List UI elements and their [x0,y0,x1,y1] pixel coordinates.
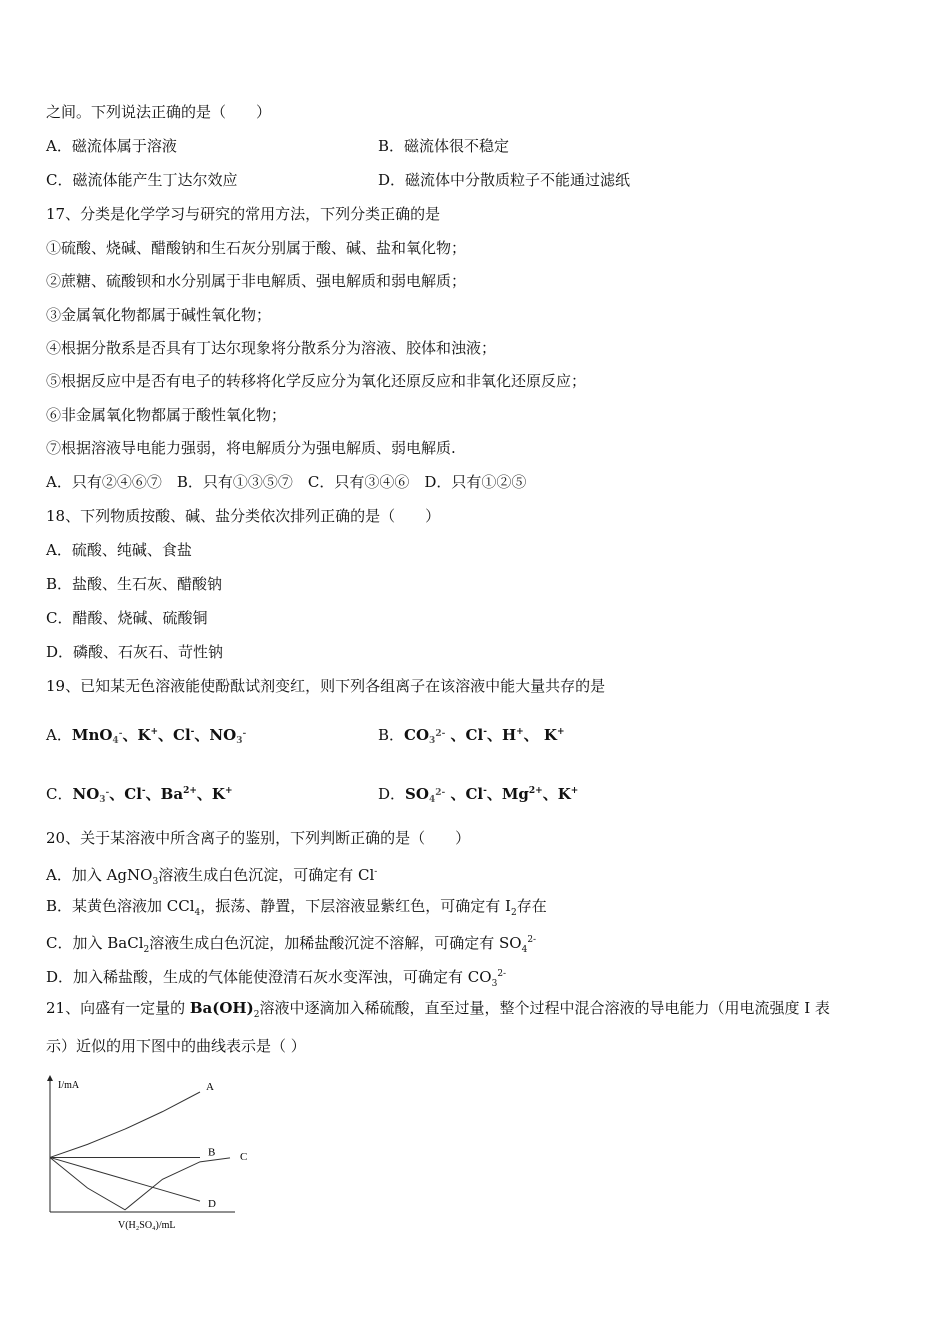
q18-stem: 18、下列物质按酸、碱、盐分类依次排列正确的是（ ） [46,507,441,525]
curve-label-d: D [208,1198,216,1211]
q20c-pre: C．加入 BaCl [46,934,144,952]
q17-stem: 17、分类是化学学习与研究的常用方法，下列分类正确的是 [46,205,441,223]
q20-option-a [46,862,377,892]
q19-stem: 19、已知某无色溶液能使酚酞试剂变红，则下列各组离子在该溶液中能大量共存的是 [46,677,606,695]
q20d-sub: 3 [491,979,498,989]
q19b-cl: 、Cl [450,726,484,744]
q17-item-7: ⑦根据溶液导电能力强弱，将电解质分为强电解质、弱电解质. [46,439,456,457]
q21-formula: Ba(OH) [189,999,254,1017]
q19c-k-sup: + [224,786,233,796]
q17-item-5: ⑤根据反应中是否有电子的转移将化学反应分为氧化还原反应和非氧化还原反应； [46,372,587,390]
q18-option-d: D．磷酸、石灰石、苛性钠 [46,643,224,661]
q20b-mid: ，振荡、静置，下层溶液显紫红色，可确定有 I [200,897,511,915]
q20a-sub: 3 [152,877,159,887]
q20c-sub: 2 [143,945,150,955]
q17-item-2: ②蔗糖、硫酸钡和水分别属于非电解质、强电解质和弱电解质； [46,272,467,290]
q19b-h-sup: + [516,727,524,737]
q20a-sup: - [374,867,378,877]
q19a-mno-sub: 4 [112,735,119,746]
q16-stem: 之间。下列说法正确的是（ ） [46,103,272,121]
q19a-cl: 、Cl [158,726,191,744]
q18-option-b: B．盐酸、生石灰、醋酸钠 [46,575,223,593]
q20a-pre: A．加入 AgNO [46,866,153,884]
q17-item-4: ④根据分散系是否具有丁达尔现象将分散系分为溶液、胶体和浊液； [46,339,497,357]
q20a-post: 溶液生成白色沉淀，可确定有 Cl [158,866,375,884]
curve-a [50,1092,200,1157]
q19c-no: NO [72,785,100,803]
q16-option-c: C．磁流体能产生丁达尔效应 [46,171,238,189]
q21-formula-sub: 2 [253,1010,260,1020]
q19d-so: SO [405,785,429,803]
q19a-cl-sup: - [190,727,195,737]
q16-option-b: B．磁流体很不稳定 [378,137,510,155]
q19c-ba: 、Ba [145,785,184,803]
q21-stem-b: 溶液中逐滴加入稀硫酸，直至过量，整个过程中混合溶液的导电能力（用电流强度 I 表 [259,999,830,1017]
q20c-post: 溶液生成白色沉淀，加稀盐酸沉淀不溶解，可确定有 SO [149,934,522,952]
q19d-so-sub: 4 [428,794,436,805]
q20b-sub: 4 [194,908,201,918]
q17-item-1: ①硫酸、烧碱、醋酸钠和生石灰分别属于酸、碱、盐和氧化物； [46,239,467,257]
conductivity-graph [40,1072,250,1232]
q19a-k: 、K [122,726,151,744]
q19c-cl: 、Cl [109,785,142,803]
q19b-co-sub: 3 [429,735,436,746]
q18-option-a: A．硫酸、纯碱、食盐 [46,541,192,559]
q16-option-d: D．磁流体中分散质粒子不能通过滤纸 [378,171,631,189]
curve-label-b: B [208,1146,216,1159]
q19-option-d [378,781,578,810]
q18-option-c: C．醋酸、烧碱、硫酸铜 [46,609,208,627]
q19a-no-sup: - [242,729,247,739]
q21-stem-a: 21、向盛有一定量的 [46,999,190,1017]
q19a-mno-sup: - [118,729,123,739]
q19b-cl-sup: - [483,727,487,737]
q20b-post: 存在 [516,897,547,915]
q19a-mno: MnO [71,726,113,744]
q19d-mg-sup: 2+ [528,786,543,796]
q20c-sup: 2- [527,935,537,945]
curve-d [50,1157,200,1201]
q19-option-a [46,722,246,751]
q19d-k: 、K [542,785,571,803]
q17-item-6: ⑥非金属氧化物都属于酸性氧化物； [46,406,287,424]
x-axis-label: V(H₂SO₄)/mL [118,1220,176,1231]
q19c-k: 、K [196,785,225,803]
q19b-h: 、H [486,726,517,744]
q19c-cl-sup: - [141,786,146,796]
q20-option-c [46,930,536,960]
q19d-cl: 、Cl [450,785,484,803]
q19-option-c [46,781,232,810]
q20b-pre: B．某黄色溶液加 CCl [46,897,195,915]
q19b-label: B． [378,726,405,744]
y-axis-label: I/mA [58,1080,80,1091]
q19a-label: A． [46,726,72,744]
q19b-co: CO [404,726,430,744]
curve-label-c: C [240,1150,248,1163]
q20b-sub2: 2 [510,908,517,918]
q19-option-b [378,722,564,751]
q19a-no-sub: 3 [236,735,243,746]
q19c-label: C． [46,785,73,803]
q19d-label: D． [378,785,406,803]
q20d-sup: 2- [497,969,507,979]
q20-option-d [46,964,506,994]
q17-options: A．只有②④⑥⑦ B．只有①③⑤⑦ C．只有③④⑥ D．只有①②⑤ [46,473,527,491]
q19b-co-sup: 2- [435,729,446,739]
q19c-no-sub: 3 [99,794,106,805]
curve-label-a: A [206,1081,214,1093]
q19d-so-sup: 2- [435,788,446,798]
q16-option-a: A．磁流体属于溶液 [46,137,177,155]
q19b-k: 、 K [523,726,557,744]
q20c-sub2: 4 [521,945,528,955]
q19d-cl-sup: - [483,786,487,796]
q20d-pre: D．加入稀盐酸，生成的气体能使澄清石灰水变浑浊，可确定有 CO [46,968,492,986]
q17-item-3: ③金属氧化物都属于碱性氧化物； [46,306,272,324]
q21-stem-line2: 示）近似的用下图中的曲线表示是（ ） [46,1037,306,1055]
q20-stem: 20、关于某溶液中所含离子的鉴别，下列判断正确的是（ ） [46,829,471,847]
q19b-k-sup: + [556,727,565,737]
q21-stem-line1 [46,998,830,1025]
q19d-k-sup: + [570,786,579,796]
q19c-ba-sup: 2+ [183,786,197,796]
q19a-no: 、NO [194,726,237,744]
q19a-k-sup: + [150,727,159,737]
q19d-mg: 、Mg [486,785,529,803]
q20-option-b [46,896,547,923]
q19c-no-sup: - [105,788,110,798]
